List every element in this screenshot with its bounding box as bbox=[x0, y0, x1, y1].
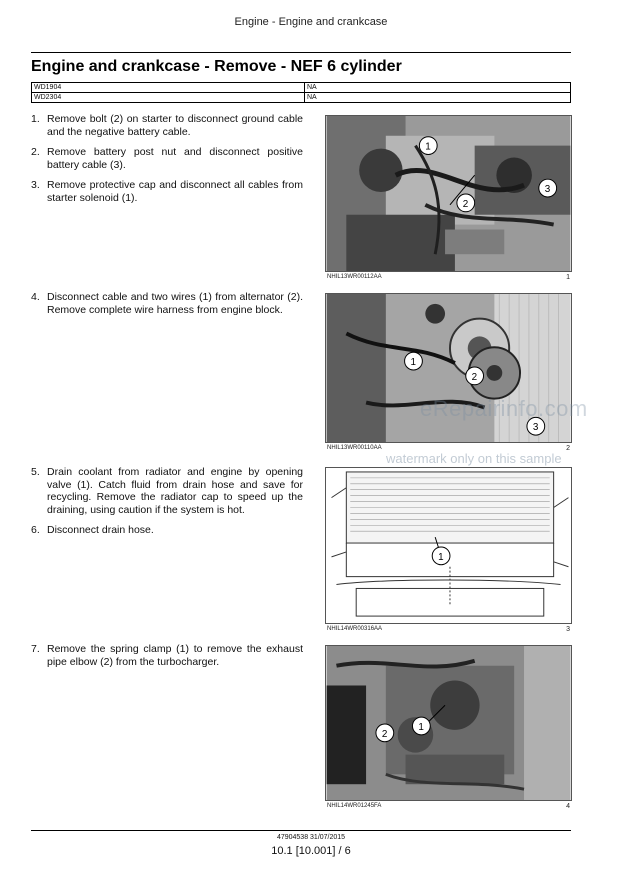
step-text: Disconnect cable and two wires (1) from alternator (2). Remove complete wire harness from engine block. bbox=[47, 291, 303, 316]
step-item bbox=[31, 643, 303, 668]
step-number: 3. bbox=[31, 179, 40, 191]
figure-3 bbox=[325, 467, 572, 633]
figure-number: 2 bbox=[566, 445, 570, 452]
figure-1 bbox=[325, 115, 572, 281]
svg-text:3: 3 bbox=[544, 184, 551, 196]
step-item bbox=[31, 113, 303, 138]
figure-caption bbox=[325, 803, 572, 810]
step-number: 6. bbox=[31, 524, 40, 536]
watermark-note: watermark only on this sample bbox=[386, 451, 562, 466]
step-item bbox=[31, 179, 303, 204]
svg-text:1: 1 bbox=[425, 141, 431, 153]
step-number: 1. bbox=[31, 113, 40, 125]
step-group-2 bbox=[31, 291, 303, 324]
step-number: 7. bbox=[31, 643, 40, 655]
figure-4 bbox=[325, 645, 572, 810]
svg-text:2: 2 bbox=[462, 198, 469, 210]
step-number: 5. bbox=[31, 466, 40, 478]
step-text: Remove battery post nut and disconnect positive battery cable (3). bbox=[47, 146, 303, 171]
footer-page-number: 10.1 [10.001] / 6 bbox=[271, 845, 351, 857]
step-text: Remove the spring clamp (1) to remove the exhaust pipe elbow (2) from the turbocharger. bbox=[47, 643, 303, 668]
watermark-site: eRepairinfo.com bbox=[420, 396, 588, 421]
callout-2 bbox=[466, 367, 484, 385]
step-text: Disconnect drain hose. bbox=[47, 524, 154, 536]
callout-1 bbox=[412, 717, 430, 735]
callout-1 bbox=[405, 352, 423, 370]
running-header: Engine - Engine and crankcase bbox=[234, 16, 388, 28]
figure-number: 4 bbox=[566, 803, 570, 810]
figure-caption bbox=[325, 274, 572, 281]
svg-text:1: 1 bbox=[438, 551, 444, 563]
model-code: WD1904 bbox=[32, 83, 305, 93]
svg-text:1: 1 bbox=[410, 357, 416, 369]
title-rule bbox=[31, 52, 571, 53]
svg-text:1: 1 bbox=[418, 721, 424, 733]
callout-2 bbox=[376, 724, 394, 742]
figure-code: NHIL14WR01245FA bbox=[327, 803, 382, 809]
table-row bbox=[32, 93, 571, 103]
page-title: Engine and crankcase - Remove - NEF 6 cylinder bbox=[31, 58, 402, 75]
callout-1 bbox=[419, 137, 437, 155]
step-item bbox=[31, 466, 303, 516]
figure-number: 3 bbox=[566, 626, 570, 633]
callout-3 bbox=[539, 179, 557, 197]
footer-doc-code: 47904538 31/07/2015 bbox=[276, 834, 346, 841]
turbocharger-photo bbox=[325, 645, 572, 801]
step-group-4 bbox=[31, 643, 303, 676]
footer-rule bbox=[31, 830, 571, 831]
step-item bbox=[31, 291, 303, 316]
model-value: NA bbox=[305, 83, 571, 93]
figure-code: NHIL13WR00112AA bbox=[327, 274, 382, 280]
step-text: Remove protective cap and disconnect all cables from starter solenoid (1). bbox=[47, 179, 303, 204]
svg-text:3: 3 bbox=[532, 422, 539, 434]
step-group-1 bbox=[31, 113, 303, 212]
figure-code: NHIL13WR00110AA bbox=[327, 445, 382, 451]
callout-2 bbox=[457, 194, 475, 212]
step-text: Remove bolt (2) on starter to disconnect ground cable and the negative battery cable. bbox=[47, 113, 303, 138]
model-code: WD2304 bbox=[32, 93, 305, 103]
figure-number: 1 bbox=[566, 274, 570, 281]
step-item bbox=[31, 146, 303, 171]
step-text: Drain coolant from radiator and engine by opening valve (1). Catch fluid from drain hose and save for recycling. Remove the radiator cap to speed up the draining, using caution if the system is hot. bbox=[47, 466, 303, 516]
step-number: 2. bbox=[31, 146, 40, 158]
applicability-table bbox=[31, 82, 571, 103]
figure-caption bbox=[325, 626, 572, 633]
model-value: NA bbox=[305, 93, 571, 103]
step-number: 4. bbox=[31, 291, 40, 303]
svg-text:2: 2 bbox=[471, 371, 478, 383]
callout-1 bbox=[432, 547, 450, 565]
figure-code: NHIL14WR00316AA bbox=[327, 626, 383, 632]
table-row bbox=[32, 83, 571, 93]
starter-photo bbox=[325, 115, 572, 272]
step-group-3 bbox=[31, 466, 303, 545]
figure-2 bbox=[325, 293, 572, 452]
step-item bbox=[31, 524, 303, 537]
svg-text:2: 2 bbox=[381, 728, 388, 740]
radiator-drawing bbox=[325, 467, 572, 624]
